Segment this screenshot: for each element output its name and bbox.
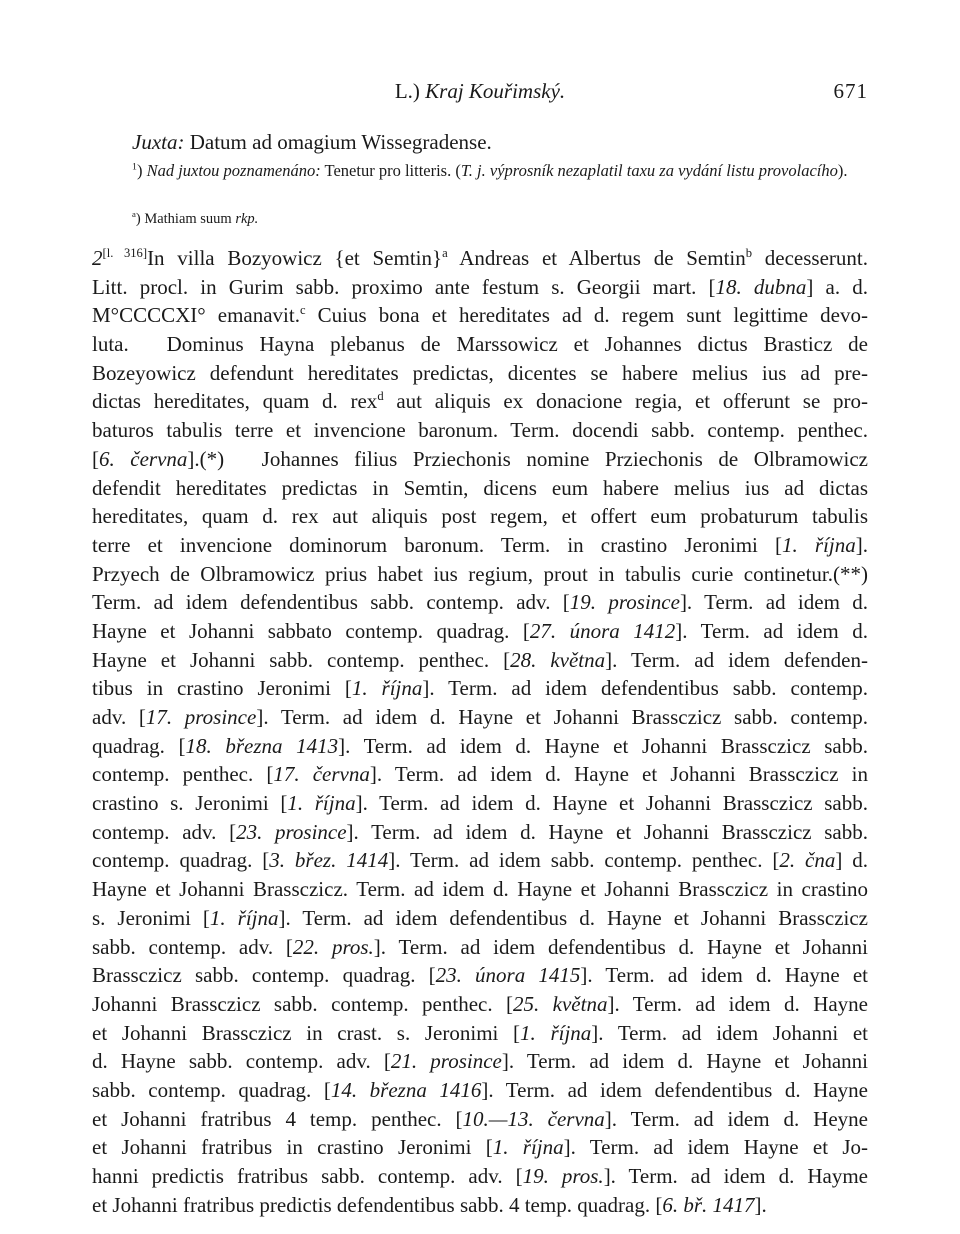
text-line (92, 387, 868, 416)
date-gloss: 17. prosince (145, 705, 257, 729)
line-segment: aut aliquis ex donacione regia, et offerunt se pro- (383, 389, 869, 414)
line-segment: dictas hereditates, quam d. rex (92, 389, 378, 414)
line-segment: d. Hayne sabb. contemp. adv. [ (92, 1049, 391, 1074)
line-segment: Johanni Brassczicz sabb. contemp. penthec. [ (92, 991, 513, 1016)
text-line (92, 301, 868, 330)
date-gloss: 18. dubna (715, 274, 807, 299)
line-segment: Hayne et Johanni sabb. contemp. penthec. [ (92, 647, 511, 672)
date-gloss: 28. května (510, 647, 606, 672)
text-line (92, 502, 868, 531)
line-segment: ]. Term. ad idem defendentibus sabb. contemp. (422, 676, 868, 701)
date-gloss: 1. října (520, 1020, 592, 1045)
line-segment: ]. Term. ad idem d. Hayme (603, 1164, 869, 1188)
line-segment: Przyech de Olbramowicz prius habet ius regium, prout in tabulis curie continetur.(**) (92, 561, 868, 586)
line-segment: ]. Term. ad idem d. Hayne et Johanni Brassczicz sabb. (346, 819, 868, 844)
date-gloss: 1. října (492, 1135, 564, 1160)
line-segment: ].(*) (187, 446, 240, 471)
date-gloss: 25. května (513, 991, 608, 1016)
date-gloss: 1. října (287, 791, 356, 816)
line-segment: adv. [ (92, 705, 146, 729)
footnote-mark: d (377, 389, 384, 404)
line-segment: ]. Term. ad idem d. (679, 590, 869, 615)
line-segment: sabb. contemp. adv. [ (92, 934, 293, 959)
line-segment: ]. Term. ad idem d. (675, 618, 868, 643)
line-segment: Dominus Hayna plebanus de Marssowicz et Johannes dictus Brasticz de (166, 332, 868, 357)
text-line (92, 1047, 868, 1076)
text-line (92, 961, 868, 990)
line-segment: s. Jeronimi [ (92, 905, 210, 930)
line-segment: ]. (754, 1192, 767, 1217)
line-segment: Johannes filius Prziechonis nomine Prziechonis de Olbramowicz (261, 446, 868, 471)
running-head (92, 79, 868, 109)
date-gloss: 14. března 1416 (330, 1077, 482, 1102)
date-gloss: 6. června (99, 446, 188, 471)
text-line (92, 1191, 868, 1220)
date-gloss: 3. břez. 1414 (269, 848, 389, 873)
text-line (92, 703, 868, 732)
text-line (92, 818, 868, 847)
text-line (92, 416, 868, 445)
line-segment: terre et invencione dominorum baronum. Term. in crastino Jeronimi [ (92, 532, 783, 557)
text-line (92, 273, 868, 302)
line-segment: In villa Bozyowicz {et Semtin} (147, 246, 443, 270)
date-gloss: 6. bř. 1417 (662, 1192, 755, 1217)
line-segment: ] a. d. (806, 274, 868, 299)
text-line (92, 904, 868, 933)
text-line (92, 588, 868, 617)
line-segment: ]. Term. ad idem Hayne et Jo- (563, 1135, 869, 1160)
text-line (92, 359, 868, 388)
line-segment: decesserunt. (752, 246, 868, 270)
line-segment: baturos tabulis terre et invencione baronum. Term. docendi sabb. contemp. penthec. (92, 418, 868, 443)
line-segment: et Johanni fratribus in crastino Jeronimi [ (92, 1135, 493, 1160)
date-gloss: 23. prosince (236, 819, 347, 844)
line-segment: tibus in crastino Jeronimi [ (92, 676, 352, 701)
footnote-mark: b (745, 246, 753, 260)
line-segment: Hayne et Johanni sabbato contemp. quadrag. [ (92, 618, 530, 643)
footnote-1: $^1$) Nad juxtou poznamenáno: Tenetur pro litteris. (T. j. výprosník nezaplatil taxu za vydání listu provolacího). (132, 161, 848, 180)
text-line (92, 474, 868, 503)
line-segment: M°CCCCXI° emanavit. (92, 303, 300, 328)
line-segment: ]. Term. ad idem sabb. contemp. penthec. [ (388, 848, 780, 873)
juxta-text: Datum ad omagium Wissegradense. (184, 130, 492, 154)
date-gloss: 19. pros. (522, 1164, 604, 1188)
line-segment: et Johanni Brassczicz in crast. s. Jeronimi [ (92, 1020, 521, 1045)
text-line (92, 617, 868, 646)
footnote-a: $^a$) Mathiam suum rkp. (132, 209, 259, 227)
line-segment: ]. (855, 532, 868, 557)
line-segment: Andreas et Albertus de Semtin (447, 246, 746, 270)
line-segment: Hayne et Johanni Brassczicz. Term. ad idem d. Hayne et Johanni Brassczicz in crastino (92, 877, 868, 902)
juxta-label: Juxta: (132, 130, 185, 154)
line-segment: ]. Term. ad idem defendentibus d. Hayne et Johanni Brassczicz (278, 905, 869, 930)
line-segment: sabb. contemp. quadrag. [ (92, 1077, 331, 1102)
line-segment: hanni predictis fratribus sabb. contemp. adv. [ (92, 1164, 523, 1188)
line-segment: ]. Term. ad idem d. Hayne et (580, 963, 868, 988)
line-segment: Cuius bona et hereditates ad d. regem sunt legittime devo- (305, 303, 868, 328)
line-segment: et Johanni fratribus 4 temp. penthec. [ (92, 1106, 463, 1131)
date-gloss: 2. čna (779, 848, 836, 873)
line-segment: contemp. quadrag. [ (92, 848, 270, 873)
line-segment: Brassczicz sabb. contemp. quadrag. [ (92, 963, 436, 988)
text-line (92, 990, 868, 1019)
line-segment: contemp. adv. [ (92, 819, 237, 844)
footnote-mark: c (299, 303, 306, 318)
text-line (92, 445, 868, 474)
line-segment: ] d. (835, 848, 868, 873)
line-segment: Litt. procl. in Gurim sabb. proximo ante festum s. Georgii mart. [ (92, 274, 716, 299)
line-segment: Term. ad idem defendentibus sabb. contemp. adv. [ (92, 590, 570, 615)
text-line (92, 330, 868, 359)
line-segment: ]. Term. ad idem Johanni et (591, 1020, 869, 1045)
date-gloss: 22. pros. (292, 934, 374, 959)
line-segment: Bozeyowicz defendunt hereditates predictas, dicentes se habere melius ius ad pre- (92, 360, 868, 385)
text-line (92, 933, 868, 962)
line-segment: [ (92, 446, 99, 471)
date-gloss: 10.—13. června (462, 1106, 605, 1131)
running-head-title: L.) Kraj Kouřimský. (394, 79, 566, 103)
line-segment: hereditates, quam d. rex aut aliquis post regem, et offert eum probaturum tabulis (92, 504, 868, 529)
line-segment: ]. Term. ad idem d. Hayne et Johanni Brassczicz sabb. (355, 791, 868, 816)
date-gloss: 23. února 1415 (435, 963, 581, 988)
line-segment: quadrag. [ (92, 733, 186, 758)
line-segment: ]. Term. ad idem d. Hayne (607, 991, 868, 1016)
page-number: 671 (833, 79, 868, 103)
text-line (92, 531, 868, 560)
line-segment: ]. Term. ad idem defenden- (605, 647, 868, 672)
text-line (92, 1105, 868, 1134)
line-segment: ]. Term. ad idem d. Hayne et Johanni Brassczicz sabb. contemp. (256, 705, 869, 729)
text-line (92, 244, 868, 273)
text-line (92, 1133, 868, 1162)
date-gloss: 21. prosince (390, 1049, 502, 1074)
date-gloss: 17. června (273, 762, 370, 787)
entry-text (92, 244, 868, 1219)
line-segment: ]. Term. ad idem d. Hayne et Johanni (501, 1049, 868, 1074)
line-segment: ]. Term. ad idem d. Heyne (604, 1106, 868, 1131)
entry-number: 2 (92, 246, 103, 270)
text-line (92, 1019, 868, 1048)
text-line (92, 789, 868, 818)
date-gloss: 1. října (351, 676, 423, 701)
line-segment: ]. Term. ad idem d. Hayne et Johanni Brassczicz in (369, 762, 869, 787)
text-line (92, 732, 868, 761)
footnote-mark: a (442, 246, 448, 260)
line-segment: crastino s. Jeronimi [ (92, 791, 288, 816)
text-line (92, 875, 868, 904)
line-segment: contemp. penthec. [ (92, 762, 274, 787)
date-gloss: 18. března 1413 (185, 733, 339, 758)
line-segment: luta. (92, 332, 145, 357)
text-line (92, 760, 868, 789)
line-segment: ]. Term. ad idem d. Hayne et Johanni Brassczicz sabb. (338, 733, 868, 758)
text-line (92, 674, 868, 703)
date-gloss: 1. října (782, 532, 856, 557)
date-gloss: 27. února 1412 (529, 618, 676, 643)
line-segment: ]. Term. ad idem defendentibus d. Hayne et Johanni (373, 934, 868, 959)
text-line (92, 560, 868, 589)
text-line (92, 1162, 868, 1191)
date-gloss: 19. prosince (569, 590, 680, 615)
juxta-note (132, 130, 492, 155)
text-line (92, 646, 868, 675)
text-line (92, 846, 868, 875)
date-gloss: 1. října (209, 905, 279, 930)
folio-reference: [l. 316] (102, 246, 148, 260)
text-line (92, 1076, 868, 1105)
line-segment: et Johanni fratribus predictis defendentibus sabb. 4 temp. quadrag. [ (92, 1192, 663, 1217)
line-segment: ]. Term. ad idem defendentibus d. Hayne (481, 1077, 868, 1102)
line-segment: defendit hereditates predictas in Semtin, dicens eum habere melius ius ad dictas (92, 475, 868, 500)
